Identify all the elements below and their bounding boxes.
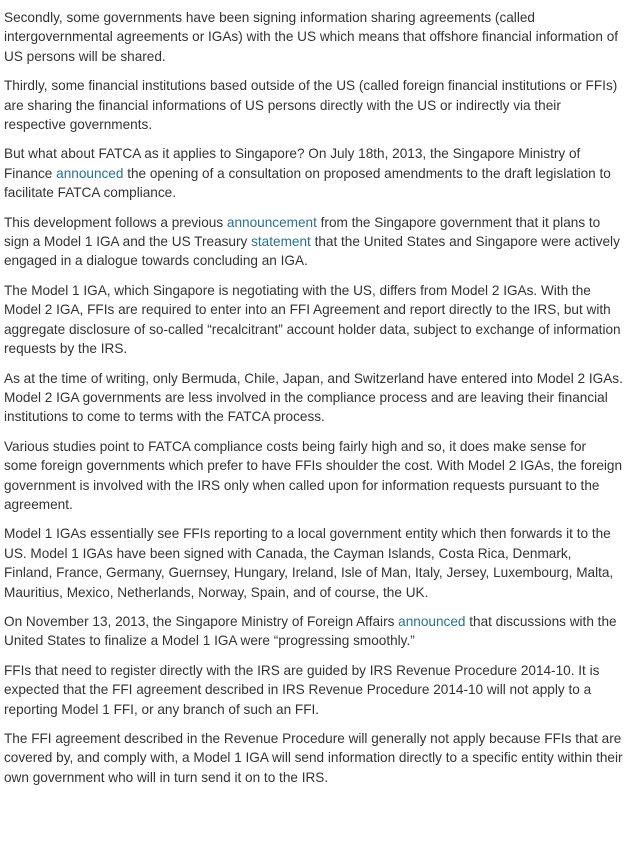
paragraph-offshore-info: [4, 8, 623, 66]
paragraph-text: This development follows a previous: [4, 214, 227, 230]
paragraph-ffi-agreement: [4, 729, 623, 787]
paragraph-text: As at the time of writing, only Bermuda, Chile, Japan, and Switzerland have entered into Model 2 IGAs. Model 2 IGA governments are less involved in the compliance process and are leaving their financial institutions to come to terms with the FATCA process.: [4, 370, 623, 425]
paragraph-fatca-singapore: [4, 144, 623, 202]
paragraph-text: Thirdly, some financial institutions based outside of the US (called foreign financial institutions or FFIs) are sharing the financial informations of US persons directly with the US or indirectly via their respective governments.: [4, 78, 618, 133]
paragraph-text: Model 1 IGAs essentially see FFIs reporting to a local government entity which then forwards it to the US. Model 1 IGAs have been signed with Canada, the Cayman Islands, Costa Rica, Denmark, Finland, France, Germany, Guernsey, Hungary, Ireland, Isle of Man, Italy, Jersey, Luxembourg, Malta, Mauritius, Mexico, Netherlands, Norway, Spain, and of course, the UK.: [4, 526, 614, 600]
paragraph-text: the opening of a consultation on proposed amendments to the draft legislation to facilitate FATCA compliance.: [4, 165, 611, 201]
paragraph-revenue-procedure: [4, 661, 623, 719]
paragraph-text: Secondly, some governments have been signing information sharing agreements (called intergovernmental agreements or IGAs) with the US which means that offshore financial information of US persons will be shared.: [4, 10, 619, 64]
paragraph-text: The FFI agreement described in the Revenue Procedure will generally not apply because FFIs that are covered by, and comply with, a Model 1 IGA will send information directly to a specific entity within their own government who will in turn send it on to the IRS.: [4, 731, 623, 785]
paragraph-compliance-costs: [4, 437, 623, 515]
paragraph-ffis: [4, 76, 623, 134]
announced-link[interactable]: announced: [56, 165, 124, 181]
paragraph-model-1-vs-2: [4, 281, 623, 359]
statement-link[interactable]: statement: [251, 234, 311, 250]
paragraph-text: The Model 1 IGA, which Singapore is negotiating with the US, differs from Model 2 IGAs. With the Model 2 IGA, FFIs are required to enter into an FFI Agreement and report directly to the IRS, but with aggregate disclosure of so-called “recalcitrant” account holder data, subject to exchange of information requests by the IRS.: [4, 282, 621, 357]
paragraph-model-2-countries: [4, 369, 623, 427]
announcement-link[interactable]: announcement: [226, 214, 317, 230]
paragraph-model-1-countries: [4, 524, 623, 602]
paragraph-text: But what about FATCA as it applies to Singapore? On July 18th, 2013, the Singapore Ministry of Finance: [4, 146, 581, 181]
paragraph-text: FFIs that need to register directly with the IRS are guided by IRS Revenue Procedure 2014-10. It is expected that the FFI agreement described in IRS Revenue Procedure 2014-10 will not apply to a reporting Model 1 FFI, or any branch of such an FFI.: [4, 662, 600, 717]
paragraph-text: On November 13, 2013, the Singapore Ministry of Foreign Affairs: [4, 613, 399, 629]
paragraph-text: that the United States and Singapore were actively engaged in a dialogue towards concluding an IGA.: [4, 234, 620, 269]
paragraph-november-announcement: [4, 612, 623, 651]
paragraph-text: from the Singapore government that it plans to sign a Model 1 IGA and the US Treasury: [4, 214, 601, 250]
announced-link[interactable]: announced: [398, 613, 466, 629]
paragraph-text: Various studies point to FATCA compliance costs being fairly high and so, it does make sense for some foreign governments which prefer to have FFIs shoulder the cost. With Model 2 IGAs, the foreign government is involved with the IRS only when called upon for information requests pursuant to the agreement.: [4, 438, 623, 512]
paragraph-development: [4, 213, 623, 271]
paragraph-text: that discussions with the United States to finalize a Model 1 IGA were “progressing smoothly.”: [4, 613, 617, 649]
